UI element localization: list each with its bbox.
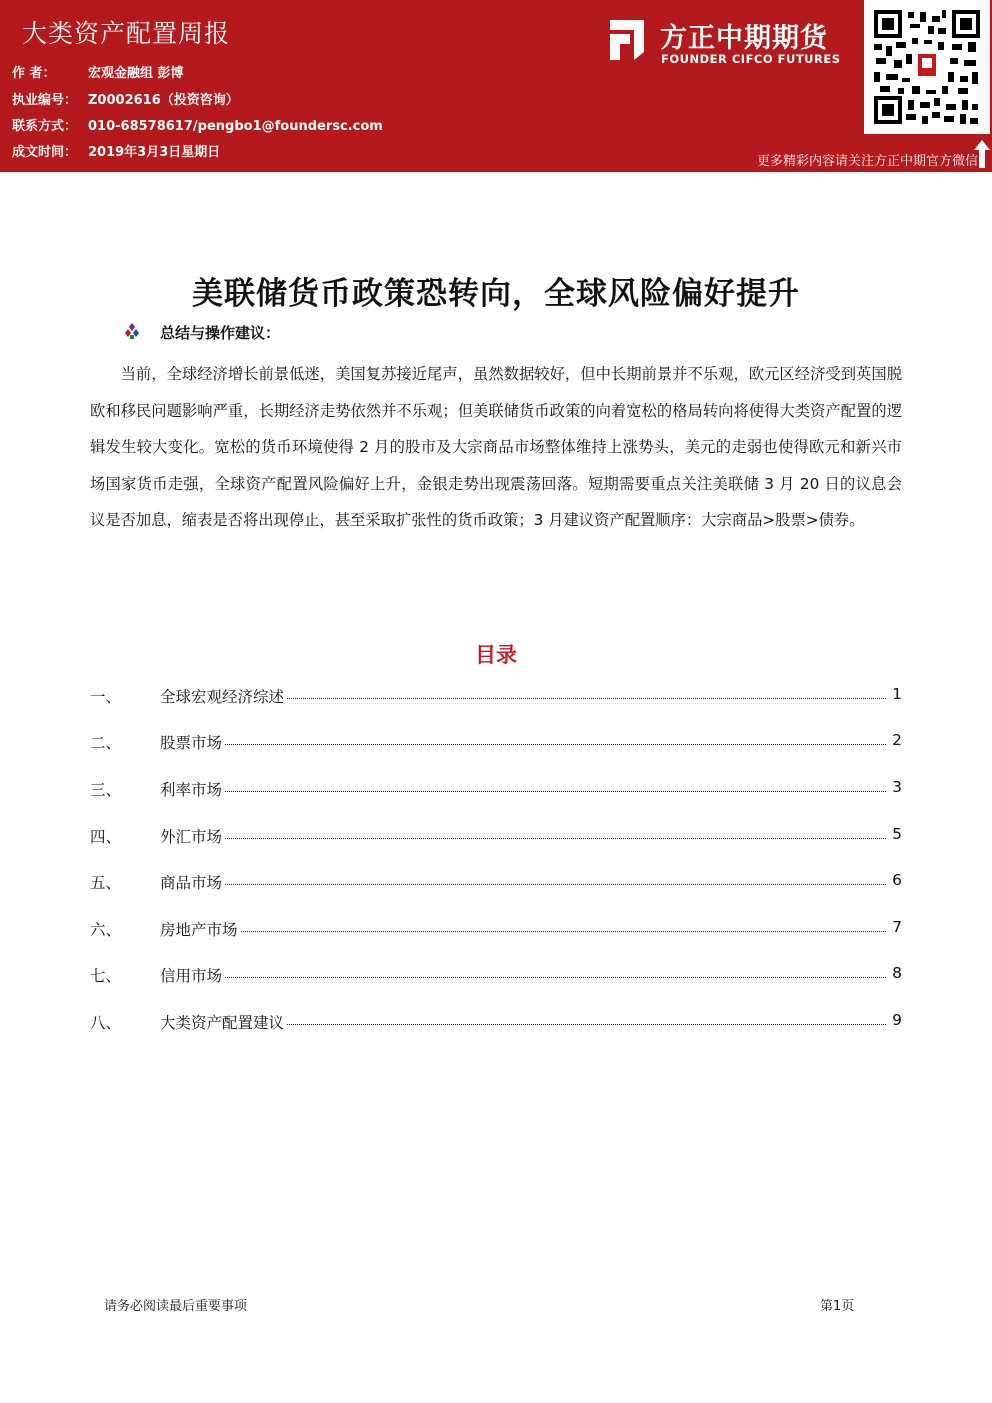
report-title: 美联储货币政策恐转向，全球风险偏好提升 [192, 276, 800, 312]
logo-english: FOUNDER CIFCO FUTURES [661, 52, 841, 66]
company-logo [604, 16, 854, 66]
author-value: 宏观金融组 彭博 [88, 66, 184, 81]
toc-item-number: 三、 [90, 781, 122, 799]
arrow-up-icon [974, 140, 990, 168]
toc-item[interactable] [90, 778, 902, 802]
report-header [0, 0, 992, 172]
toc-leader [160, 744, 886, 745]
date-label: 成文时间： [12, 145, 78, 160]
toc-item-page: 5 [892, 825, 902, 843]
toc-item-page: 3 [892, 778, 902, 796]
toc-item-page: 7 [892, 918, 902, 936]
contact-value[interactable]: 010-68578617/pengbo1@foundersc.com [88, 119, 383, 134]
report-type: 大类资产配置周报 [22, 19, 231, 48]
toc-item[interactable] [90, 731, 902, 755]
toc-item-label: 全球宏观经济综述 [160, 685, 286, 707]
toc-leader [160, 791, 886, 792]
summary-heading: 总结与操作建议： [160, 324, 281, 342]
toc-item-label: 商品市场 [160, 871, 224, 893]
footer-page-number: 第1页 [820, 1299, 855, 1314]
date-line [12, 141, 220, 160]
contact-line [12, 115, 383, 134]
bullet-diamond-icon [125, 323, 139, 339]
author-line [12, 62, 184, 81]
toc-item[interactable] [90, 918, 902, 942]
author-label: 作 者： [12, 66, 56, 81]
toc-item-label: 房地产市场 [160, 918, 240, 940]
toc-item-label: 大类资产配置建议 [160, 1011, 286, 1033]
logo-chinese: 方正中期期货 [660, 23, 828, 54]
toc-item-label: 股票市场 [160, 731, 224, 753]
toc-item-page: 8 [892, 964, 902, 982]
toc-item-label: 外汇市场 [160, 825, 224, 847]
follow-wechat-text: 更多精彩内容请关注方正中期官方微信 [756, 154, 978, 169]
toc-item-page: 1 [892, 685, 902, 703]
logo-mark-icon [604, 16, 650, 64]
toc-leader [160, 884, 886, 885]
toc-leader [160, 977, 886, 978]
toc-item[interactable] [90, 964, 902, 988]
toc-item-number: 二、 [90, 734, 122, 752]
toc-item[interactable] [90, 871, 902, 895]
license-line [12, 89, 239, 108]
toc-item[interactable] [90, 825, 902, 849]
toc-item-number: 一、 [90, 688, 122, 706]
toc-item-label: 利率市场 [160, 778, 224, 800]
toc-item-number: 五、 [90, 874, 122, 892]
summary-paragraph: 当前，全球经济增长前景低迷，美国复苏接近尾声，虽然数据较好，但中长期前景并不乐观，欧元区经济受到英国脱欧和移民问题影响严重，长期经济走势依然并不乐观；但美联储货币政策的向着宽松的格局转向将使得大类资产配置的逻辑发生较大变化。宽松的货币环境使得 2 月的股市及大宗商品市场整体维持上涨势头，美元的走弱也使得欧元和新兴市场国家货币走强，全球资产配置风险偏好上升，金银走势出现震荡回落。短期需要重点关注美联储 3 月 20 日的议息会议是否加息，缩表是否将出现停止，甚至采取扩张性的货币政策；3 月建议资产配置顺序：大宗商品>股票>债券。 [90, 365, 902, 529]
toc-item-page: 2 [892, 731, 902, 749]
toc-item-page: 9 [892, 1011, 902, 1029]
toc-item-number: 八、 [90, 1014, 122, 1032]
toc-item[interactable] [90, 1011, 902, 1035]
toc-item[interactable] [90, 685, 902, 709]
contact-label: 联系方式： [12, 119, 78, 134]
qr-code[interactable] [864, 0, 990, 134]
toc-leader [160, 931, 886, 932]
toc-item-number: 七、 [90, 967, 122, 985]
toc-item-page: 6 [892, 871, 902, 889]
toc-item-number: 四、 [90, 828, 122, 846]
license-label: 执业编号： [12, 93, 78, 108]
footer-notice: 请务必阅读最后重要事项 [104, 1299, 248, 1314]
qr-code-icon [872, 8, 982, 126]
license-value: Z0002616（投资咨询） [88, 93, 239, 108]
toc-item-number: 六、 [90, 921, 122, 939]
toc-title: 目录 [475, 643, 517, 667]
date-value: 2019年3月3日星期日 [88, 145, 221, 160]
toc-item-label: 信用市场 [160, 964, 224, 986]
toc-leader [160, 838, 886, 839]
